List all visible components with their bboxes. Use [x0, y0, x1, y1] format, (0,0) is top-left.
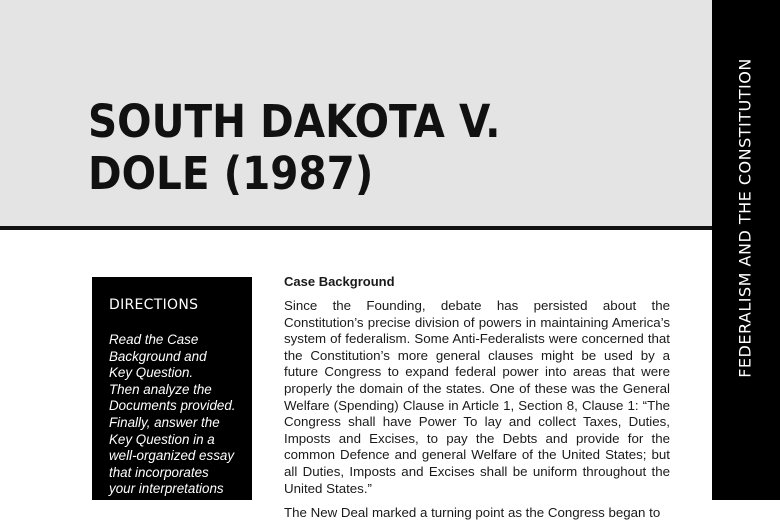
- directions-line: your interpretations: [109, 481, 224, 497]
- header-rule: [0, 226, 712, 230]
- directions-box: [92, 277, 252, 513]
- directions-line: Then analyze the: [109, 381, 212, 397]
- directions-line: of the D...: [109, 497, 168, 513]
- paragraph: The New Deal marked a turning point as the Congress began to: [284, 505, 661, 521]
- paragraph: Since the Founding, debate has persisted about the Constitution’s precise division of powers in maintaining America’s system of federalism. Some Anti-Federalists were concerned that the Constitution’s more general clauses might be used by a future Congress to expand federal power into areas that were properly the domain of the states. One of these was the General Welfare (Spending) Clause in Article 1, Section 8, Clause 1: “The Congress shall have Power To lay and collect Taxes, Duties, Imposts and Excises, to pay the Debts and provide for the common Defence and general Welfare of the United States; but all Duties, Imposts and Excises shall be uniform throughout the United States.”: [284, 298, 670, 496]
- directions-line: that incorporates: [109, 464, 209, 480]
- directions-line: Read the Case: [109, 332, 199, 347]
- directions-title: DIRECTIONS: [109, 297, 199, 313]
- directions-line: Key Question in a: [109, 431, 215, 447]
- page-title: [88, 96, 628, 200]
- directions-line: well-organized essay: [109, 448, 235, 464]
- directions-line: Finally, answer the: [109, 414, 220, 430]
- directions-line: Background and: [109, 348, 207, 364]
- title-line-1: SOUTH DAKOTA V.: [88, 95, 501, 148]
- side-tab-label: FEDERALISM AND THE CONSTITUTION: [735, 58, 755, 378]
- title-line-2: DOLE (1987): [88, 147, 374, 200]
- section-heading: Case Background: [284, 274, 395, 289]
- directions-line: Documents provided.: [109, 398, 236, 414]
- directions-text: [109, 332, 249, 515]
- directions-line: Key Question.: [109, 365, 194, 381]
- case-background-section: [284, 274, 670, 530]
